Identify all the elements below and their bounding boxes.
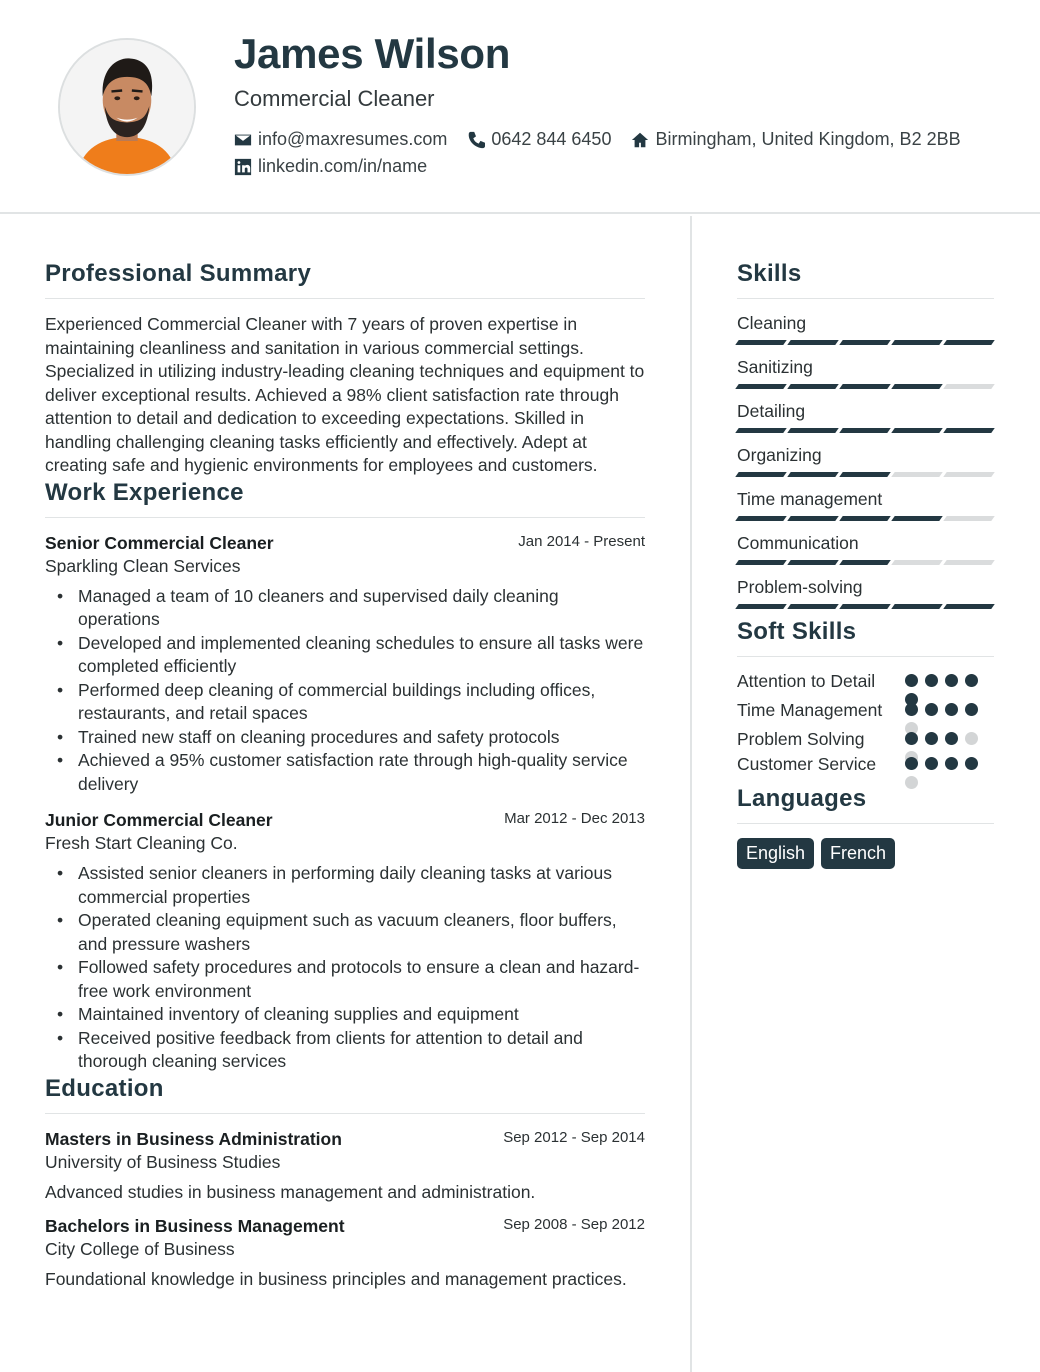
linkedin-icon (234, 158, 252, 176)
skill-level-bar (737, 340, 994, 345)
education-heading: Education (45, 1074, 164, 1102)
soft-skill-item (737, 727, 994, 752)
contact-linkedin[interactable] (234, 156, 427, 177)
soft-skills-section (737, 618, 994, 777)
rating-dot (905, 776, 918, 789)
rating-dot (965, 703, 978, 716)
language-chip: French (821, 838, 895, 869)
soft-skill-item (737, 752, 994, 777)
envelope-icon (234, 131, 252, 149)
skill-level-segment (839, 384, 891, 389)
resume-header (0, 0, 1040, 214)
skill-level-segment (839, 516, 891, 521)
skill-item (737, 577, 994, 609)
soft-skill-item (737, 669, 994, 694)
skills-list (737, 313, 994, 609)
skill-item (737, 445, 994, 477)
bullet-item: • Trained new staff on cleaning procedures and safety protocols (45, 726, 645, 750)
skill-level-segment (943, 428, 995, 433)
candidate-name: James Wilson (234, 30, 511, 77)
languages-section (737, 785, 994, 869)
skill-level-segment (943, 560, 995, 565)
soft-skill-item (737, 698, 994, 723)
skill-item (737, 313, 994, 345)
person-portrait-icon (60, 40, 194, 174)
location-text: Birmingham, United Kingdom, B2 2BB (655, 129, 961, 149)
education-section (45, 1075, 645, 1292)
soft-skill-name: Problem Solving (737, 729, 865, 749)
candidate-role: Commercial Cleaner (234, 86, 435, 111)
section-rule (737, 298, 994, 299)
school-name: City College of Business (45, 1239, 235, 1259)
soft-skill-name: Attention to Detail (737, 671, 876, 691)
rating-dot (925, 757, 938, 770)
skill-level-segment (839, 560, 891, 565)
skills-heading: Skills (737, 260, 802, 287)
skill-level-bar (737, 604, 994, 609)
skill-level-segment (839, 604, 891, 609)
bullet-item: • Achieved a 95% customer satisfaction rate through high-quality service delivery (45, 749, 645, 796)
skill-level-segment (787, 340, 839, 345)
skill-level-segment (787, 472, 839, 477)
rating-dot (945, 703, 958, 716)
rating-dot (965, 757, 978, 770)
rating-dot (925, 732, 938, 745)
section-rule (737, 823, 994, 824)
main-column (45, 216, 645, 1292)
skill-level-segment (735, 560, 787, 565)
rating-dot (945, 674, 958, 687)
soft-skill-name: Customer Service (737, 754, 877, 774)
bullet-item: • Managed a team of 10 cleaners and supervised daily cleaning operations (45, 585, 645, 632)
bullet-item: • Maintained inventory of cleaning supplies and equipment (45, 1003, 645, 1027)
soft-skill-rating (905, 757, 981, 789)
job-date: Mar 2012 - Dec 2013 (504, 810, 645, 827)
bullet-item: • Performed deep cleaning of commercial buildings including offices, restaurants, and retail spaces (45, 679, 645, 726)
skill-level-bar (737, 560, 994, 565)
section-rule (45, 517, 645, 518)
skill-item (737, 357, 994, 389)
skill-level-bar (737, 384, 994, 389)
skill-item (737, 401, 994, 433)
rating-dot (905, 674, 918, 687)
rating-dot (965, 674, 978, 687)
experience-heading: Work Experience (45, 478, 244, 506)
education-description: Advanced studies in business management and administration. (45, 1181, 536, 1202)
rating-dot (925, 703, 938, 716)
skill-level-segment (839, 472, 891, 477)
languages-list (737, 838, 994, 869)
skill-item (737, 489, 994, 521)
skill-level-segment (891, 516, 943, 521)
home-icon (631, 131, 649, 149)
job-bullets (45, 585, 645, 797)
language-chip: English (737, 838, 814, 869)
job-company: Fresh Start Cleaning Co. (45, 833, 238, 853)
skill-level-segment (943, 516, 995, 521)
education-date: Sep 2012 - Sep 2014 (503, 1128, 645, 1146)
bullet-item: • Developed and implemented cleaning schedules to ensure all tasks were completed efficiently (45, 632, 645, 679)
section-rule (45, 1113, 645, 1114)
skill-level-segment (943, 340, 995, 345)
skill-name: Problem-solving (737, 577, 863, 597)
rating-dot (905, 757, 918, 770)
phone-text: 0642 844 6450 (491, 129, 612, 149)
skill-level-segment (891, 472, 943, 477)
section-rule (737, 656, 994, 657)
bullet-item: • Received positive feedback from clients for attention to detail and thorough cleaning services (45, 1027, 645, 1074)
job-bullets (45, 862, 645, 1074)
contact-row-secondary (234, 156, 447, 177)
soft-skills-heading: Soft Skills (737, 618, 857, 645)
education-date: Sep 2008 - Sep 2012 (503, 1216, 645, 1233)
rating-dot (905, 732, 918, 745)
phone-icon (467, 131, 485, 149)
profile-photo (58, 38, 196, 176)
contact-row-primary (234, 129, 981, 150)
degree-title: Bachelors in Business Management (45, 1216, 345, 1236)
education-entry (45, 1129, 645, 1205)
languages-heading: Languages (737, 785, 867, 812)
job-entry (45, 533, 645, 797)
skill-level-segment (787, 560, 839, 565)
skill-level-segment (839, 340, 891, 345)
school-name: University of Business Studies (45, 1151, 281, 1172)
email-text: info@maxresumes.com (258, 129, 448, 149)
soft-skills-list (737, 669, 994, 777)
skill-level-segment (735, 384, 787, 389)
skill-level-segment (891, 604, 943, 609)
skill-level-segment (735, 428, 787, 433)
rating-dot (945, 757, 958, 770)
skills-section (737, 260, 994, 609)
contact-location (631, 129, 960, 150)
section-rule (45, 298, 645, 299)
bullet-item: • Assisted senior cleaners in performing daily cleaning tasks at various commercial properties (45, 862, 645, 909)
job-date: Jan 2014 - Present (518, 532, 645, 550)
rating-dot (965, 732, 978, 745)
skill-level-segment (787, 516, 839, 521)
skill-name: Cleaning (737, 313, 807, 333)
skill-level-segment (735, 516, 787, 521)
skill-item (737, 533, 994, 565)
bullet-item: • Followed safety procedures and protocols to ensure a clean and hazard-free work environment (45, 956, 645, 1003)
experience-section (45, 479, 645, 1074)
job-entry (45, 810, 645, 1074)
skill-name: Detailing (737, 401, 806, 421)
job-title: Senior Commercial Cleaner (45, 532, 274, 553)
skill-name: Communication (737, 533, 859, 553)
summary-text: Experienced Commercial Cleaner with 7 years of proven expertise in maintaining cleanliness and sanitation in various commercial settings. Specialized in utilizing industry-leading cleaning techniques and equipment to deliver exceptional results. Achieved a 98% client satisfaction rate through attention to detail and dedication to exceeding expectations. Skilled in handling challenging cleaning tasks efficiently and effectively. Adept at creating safe and hygienic environments for employees and customers. (45, 314, 645, 475)
skill-level-segment (891, 384, 943, 389)
skill-level-segment (943, 384, 995, 389)
education-entry (45, 1216, 645, 1292)
contact-phone[interactable] (467, 129, 611, 150)
job-company: Sparkling Clean Services (45, 555, 241, 576)
skill-level-segment (787, 428, 839, 433)
skill-level-segment (735, 604, 787, 609)
skill-level-bar (737, 472, 994, 477)
skill-level-segment (787, 384, 839, 389)
sidebar-column (737, 216, 994, 869)
skill-name: Time management (737, 489, 883, 509)
skill-level-bar (737, 516, 994, 521)
skill-level-segment (735, 472, 787, 477)
skill-level-segment (839, 428, 891, 433)
summary-section (45, 260, 645, 478)
skill-level-segment (943, 604, 995, 609)
contact-email[interactable] (234, 129, 447, 150)
skill-level-segment (891, 340, 943, 345)
skill-name: Organizing (737, 445, 822, 465)
skill-level-segment (735, 340, 787, 345)
rating-dot (905, 703, 918, 716)
rating-dot (945, 732, 958, 745)
skill-name: Sanitizing (737, 357, 813, 377)
skill-level-segment (891, 428, 943, 433)
soft-skill-name: Time Management (737, 700, 883, 720)
job-title: Junior Commercial Cleaner (45, 810, 273, 830)
column-divider (690, 216, 692, 1372)
rating-dot (925, 674, 938, 687)
degree-title: Masters in Business Administration (45, 1128, 342, 1149)
skill-level-segment (943, 472, 995, 477)
skill-level-segment (891, 560, 943, 565)
linkedin-text: linkedin.com/in/name (258, 156, 428, 176)
skill-level-bar (737, 428, 994, 433)
skill-level-segment (787, 604, 839, 609)
education-description: Foundational knowledge in business principles and management practices. (45, 1269, 627, 1289)
summary-heading: Professional Summary (45, 260, 312, 287)
bullet-item: • Operated cleaning equipment such as vacuum cleaners, floor buffers, and pressure washers (45, 909, 645, 956)
